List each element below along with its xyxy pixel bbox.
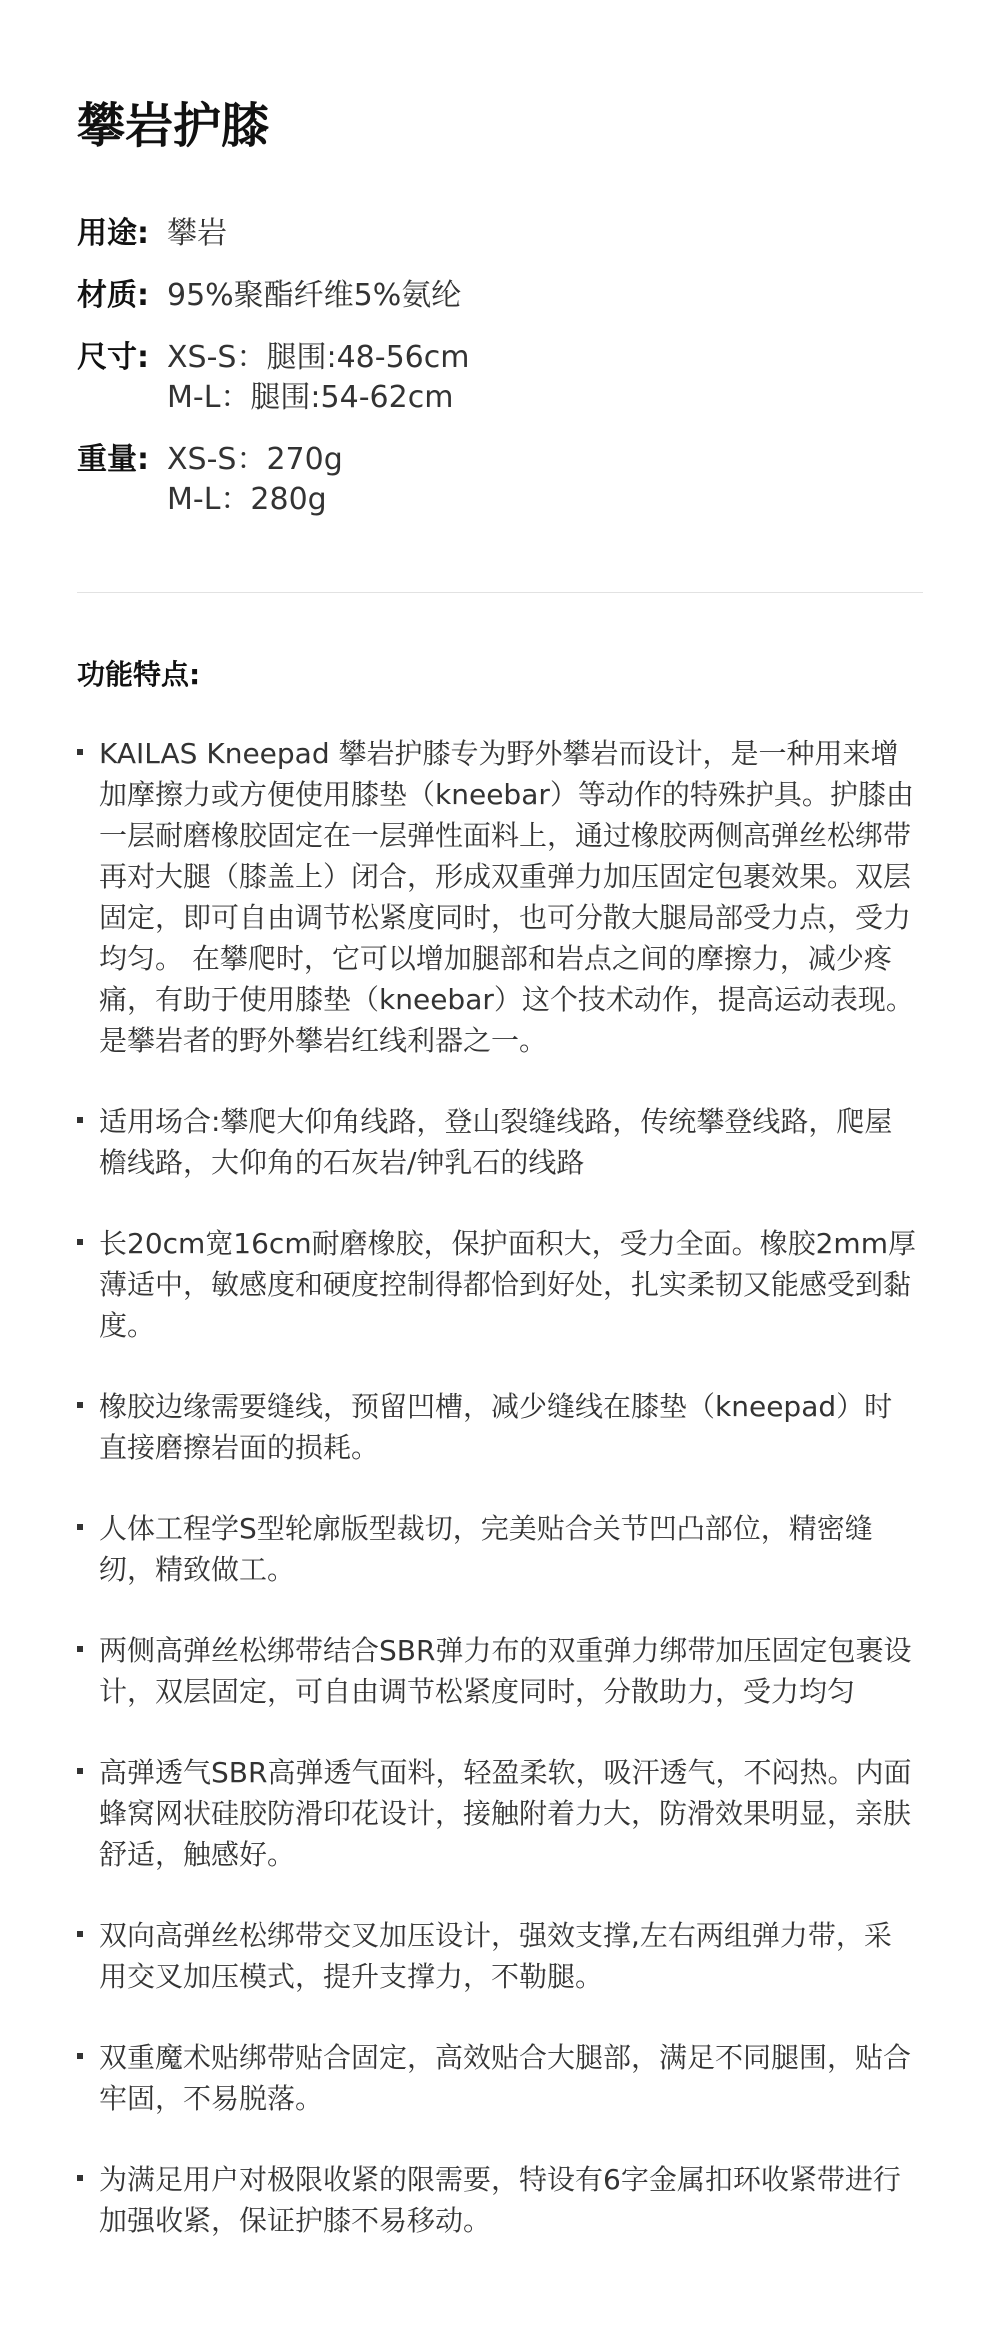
bullet-icon (77, 1646, 83, 1652)
spec-label: 尺寸: (77, 340, 149, 375)
feature-item (77, 1752, 919, 1875)
spec-value (167, 214, 227, 254)
feature-text: 两侧高弹丝松绑带结合SBR弹力布的双重弹力绑带加压固定包裹设计，双层固定，可自由调节松紧度同时，分散助力，受力均匀 (99, 1634, 912, 1708)
spec-value-line: 95%聚酯纤维5%氨纶 (167, 278, 462, 313)
spec-value-line: 攀岩 (167, 216, 227, 251)
feature-item (77, 2037, 919, 2119)
feature-item (77, 1508, 919, 1590)
spec-value-line: XS-S：270g (167, 442, 343, 477)
feature-text: 双重魔术贴绑带贴合固定，高效贴合大腿部，满足不同腿围，贴合牢固，不易脱落。 (99, 2041, 912, 2115)
feature-item (77, 2159, 919, 2241)
spec-value-line: M-L：腿围:54-62cm (167, 380, 454, 415)
spec-value (167, 440, 343, 520)
spec-value-line: XS-S：腿围:48-56cm (167, 340, 470, 375)
bullet-icon (77, 749, 83, 755)
feature-text: 适用场合:攀爬大仰角线路，登山裂缝线路，传统攀登线路，爬屋檐线路，大仰角的石灰岩/钟乳石的线路 (99, 1105, 893, 1179)
spec-usage (77, 214, 923, 254)
feature-text: 人体工程学S型轮廓版型裁切，完美贴合关节凹凸部位，精密缝纫，精致做工。 (99, 1512, 873, 1586)
spec-list (77, 214, 923, 520)
spec-label: 重量: (77, 442, 149, 477)
bullet-icon (77, 2175, 83, 2181)
feature-text: 长20cm宽16cm耐磨橡胶，保护面积大，受力全面。橡胶2mm厚薄适中，敏感度和硬度控制得都恰到好处，扎实柔韧又能感受到黏度。 (99, 1227, 916, 1342)
bullet-icon (77, 1768, 83, 1774)
bullet-icon (77, 1239, 83, 1245)
feature-item (77, 1386, 919, 1468)
bullet-icon (77, 1931, 83, 1937)
bullet-icon (77, 1402, 83, 1408)
feature-item (77, 1223, 919, 1346)
feature-text: 双向高弹丝松绑带交叉加压设计，强效支撑,左右两组弹力带，采用交叉加压模式，提升支撑力，不勒腿。 (99, 1919, 892, 1993)
spec-size (77, 338, 923, 418)
bullet-icon (77, 1524, 83, 1530)
spec-value-line: M-L：280g (167, 482, 327, 517)
bullet-icon (77, 1117, 83, 1123)
feature-text: 橡胶边缘需要缝线，预留凹槽，减少缝线在膝垫（kneepad）时直接磨擦岩面的损耗。 (99, 1390, 893, 1464)
spec-weight (77, 440, 923, 520)
spec-label: 用途: (77, 216, 149, 251)
spec-label: 材质: (77, 278, 149, 313)
feature-text: 高弹透气SBR高弹透气面料，轻盈柔软，吸汗透气，不闷热。内面蜂窝网状硅胶防滑印花设计，接触附着力大，防滑效果明显，亲肤舒适，触感好。 (99, 1756, 912, 1871)
feature-text: 为满足用户对极限收紧的限需要，特设有6字金属扣环收紧带进行加强收紧，保证护膝不易移动。 (99, 2163, 901, 2237)
feature-item (77, 733, 919, 1061)
page-title: 攀岩护膝 (77, 98, 270, 154)
spec-value (167, 338, 469, 418)
features-list (77, 733, 923, 2241)
feature-item (77, 1101, 919, 1183)
feature-text: KAILAS Kneepad 攀岩护膝专为野外攀岩而设计，是一种用来增加摩擦力或方便使用膝垫（kneebar）等动作的特殊护具。护膝由一层耐磨橡胶固定在一层弹性面料上，通过橡胶两侧高弹丝松绑带再对大腿（膝盖上）闭合，形成双重弹力加压固定包裹效果。双层固定，即可自由调节松紧度同时，也可分散大腿局部受力点，受力均匀。 在攀爬时，它可以增加腿部和岩点之间的摩擦力，减少疼痛，有助于使用膝垫（kneebar）这个技术动作，提高运动表现。是攀岩者的野外攀岩红线利器之一。 (99, 737, 914, 1057)
feature-item (77, 1915, 919, 1997)
spec-value (167, 276, 461, 316)
section-divider (77, 592, 923, 593)
bullet-icon (77, 2053, 83, 2059)
feature-item (77, 1630, 919, 1712)
features-heading: 功能特点: (77, 658, 201, 691)
spec-material (77, 276, 923, 316)
